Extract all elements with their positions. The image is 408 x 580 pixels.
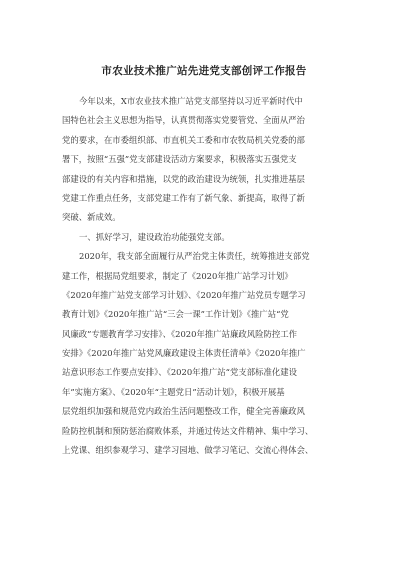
paragraph-line: 教育计划》《2020年推广站“三会一课”工作计划》《推广站“党 <box>62 309 289 320</box>
paragraph-line: 年”实施方案》、《2020年“主题党日”活动计划》，积极开展基 <box>62 386 285 397</box>
paragraph-line: 署下，按照“五强”党支部建设活动方案要求，积极落实五强党支 <box>62 154 297 165</box>
paragraph-line: 今年以来，X市农业技术推广站党支部坚持以习近平新时代中 <box>79 96 303 106</box>
paragraph-line: 《2020年推广站党支部学习计划》、《2020年推广站党员专题学习 <box>62 289 306 300</box>
paragraph-line: 风廉政”专题教育学习安排》、《2020年推广站廉政风险防控工作 <box>62 328 297 339</box>
paragraph-line: 安排》《2020年推广站党风廉政建设主体责任清单》《2020年推广 <box>62 348 306 359</box>
paragraph-line: 层党组织加强和规范党内政治生活问题整改工作，健全完善廉政风 <box>62 406 305 417</box>
paragraph-line: 党建工作重点任务，支部党建工作有了新气象、新提高，取得了新 <box>62 192 305 203</box>
paragraph-line: 突破、新成效。 <box>62 212 121 223</box>
paragraph-line: 建工作，根据局党组要求，制定了《2020年推广站学习计划》 <box>62 270 293 281</box>
paragraph-line: 部建设的有关内容和措施，以党的政治建设为统领，扎实推进基层 <box>62 173 305 184</box>
section-heading: 一、抓好学习，建设政治功能强党支部。 <box>79 231 230 242</box>
paragraph-line: 党的要求，在市委组织部、市直机关工委和市农牧局机关党委的部 <box>62 134 305 145</box>
paragraph-line: 国特色社会主义思想为指导，认真贯彻落实党要管党、全面从严治 <box>62 115 305 126</box>
document-body <box>62 92 346 460</box>
document-title: 市农业技术推广站先进党支部创评工作报告 <box>101 65 307 77</box>
paragraph-line: 站意识形态工作要点安排》、《2020年推广站“党支部标准化建设 <box>62 367 297 378</box>
paragraph-line: 2020年，我支部全面履行从严治党主体责任，统筹推进支部党 <box>79 251 310 262</box>
paragraph-line: 险防控机制和预防惩治腐败体系，并通过传达文件精神、集中学习、 <box>62 425 314 436</box>
paragraph-line: 上党课、组织参观学习、建学习园地、做学习笔记、交流心得体会、 <box>62 445 314 456</box>
